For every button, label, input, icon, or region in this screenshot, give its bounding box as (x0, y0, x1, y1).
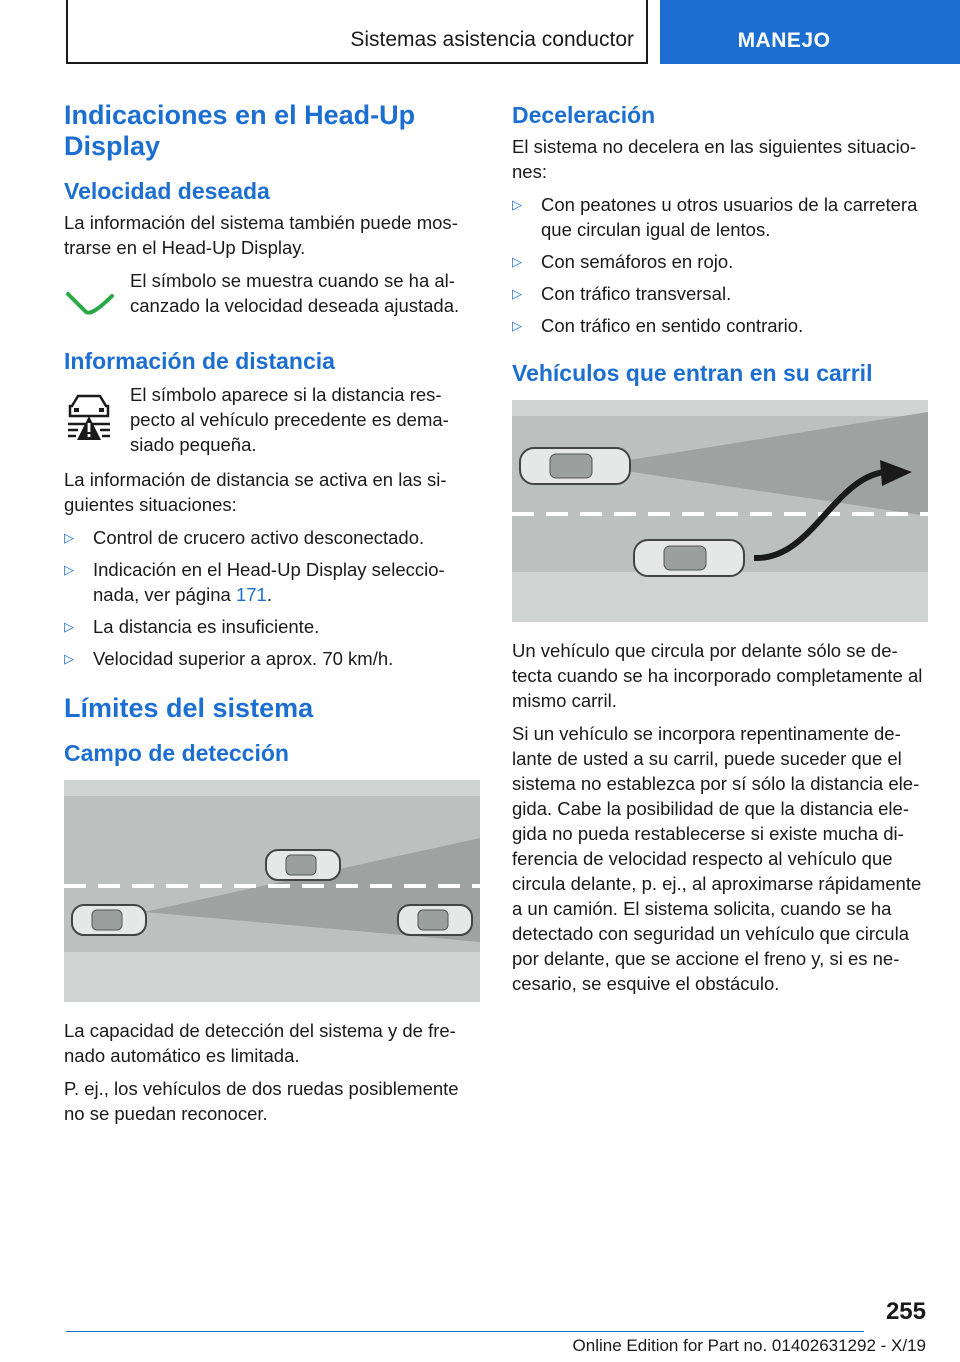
header-chapter-label: MANEJO (737, 29, 831, 52)
bullet-triangle-icon: ▷ (512, 318, 522, 333)
heading-distance-info: Información de distancia (64, 348, 335, 374)
header-section-box (66, 0, 648, 64)
deceleration-list (512, 192, 928, 338)
bullet-triangle-icon: ▷ (512, 197, 522, 212)
page-link-171[interactable]: 171 (235, 584, 267, 605)
list-item: ▷ Con tráfico en sentido contrario. (512, 315, 804, 336)
heading-hud: Indicaciones en el Head-Up Display (64, 100, 416, 161)
bullet-triangle-icon: ▷ (64, 651, 74, 666)
heading-detection-range: Campo de detección (64, 740, 289, 766)
list-item: ▷ Con tráfico transversal. (512, 283, 732, 304)
paragraph-deceleration: El sistema no decelera en las siguientes situaciones: (512, 136, 917, 182)
detection-range-figure (64, 780, 480, 1002)
heading-desired-speed: Velocidad deseada (64, 178, 270, 204)
footer-divider (66, 1331, 864, 1332)
paragraph-detection-2: P. ej., los vehículos de dos ruedas posiblemente no se puedan reconocer. (64, 1078, 459, 1124)
bullet-triangle-icon: ▷ (512, 286, 522, 301)
speed-icon-row (64, 268, 479, 320)
list-item: ▷ Velocidad superior a aprox. 70 km/h. (64, 648, 394, 669)
page-number: 255 (885, 1298, 926, 1325)
footer-edition: Online Edition for Part no. 01402631292 - X/19 (572, 1336, 926, 1355)
car-ahead (520, 448, 630, 484)
heading-deceleration: Deceleración (512, 102, 656, 128)
list-item: ▷ La distancia es insuficiente. (64, 616, 320, 637)
list-item: ▷ Con peatones u otros usuarios de la carretera que circulan igual de lentos. (512, 194, 918, 240)
cut-in-figure (512, 400, 928, 622)
left-column (64, 100, 479, 1134)
speed-icon-text: El símbolo se muestra cuando se ha alcanzado la velocidad deseada ajustada. (130, 270, 460, 316)
speed-reached-icon (64, 276, 116, 320)
car-ahead (266, 850, 340, 880)
ego-car (72, 905, 146, 935)
paragraph-speed: La información del sistema también puede mostrarse en el Head-Up Display. (64, 212, 458, 258)
paragraph-detection-1: La capacidad de detección del sistema y de frenado automático es limitada. (64, 1020, 456, 1066)
bullet-triangle-icon: ▷ (64, 619, 74, 634)
list-item: ▷ Con semáforos en rojo. (512, 251, 734, 272)
heading-cut-in: Vehículos que entran en su carril (512, 360, 873, 386)
distance-icon-row (64, 382, 479, 457)
header-chapter-tab[interactable] (660, 0, 960, 64)
distance-icon-text: El símbolo aparece si la distancia respecto al vehículo precedente es demasiado pequeña. (130, 384, 449, 455)
right-column (512, 100, 928, 1004)
cut-in-car (634, 540, 744, 576)
bullet-triangle-icon: ▷ (512, 254, 522, 269)
distance-warning-icon (64, 390, 114, 442)
bullet-triangle-icon: ▷ (64, 530, 74, 545)
car-far (398, 905, 472, 935)
list-item: ▷ Indicación en el Head-Up Display seleccionada, ver página 171. (64, 559, 445, 605)
header-section-title: Sistemas asistencia conductor (350, 28, 634, 51)
distance-conditions-list (64, 525, 479, 671)
paragraph-cut-in-2: Si un vehículo se incorpora repentinamente delante de usted a su carril, puede suceder que el sistema no establezca por sí sólo la distancia elegida. Cabe la posibilidad de que la distancia elegida no pueda restablecerse si existe mucha diferencia de velocidad respecto al vehículo que circula delante, p. ej., al aproximarse rápidamente a un camión. El sistema solicita, cuando se ha detectado con seguridad un vehículo que circula por delante, que se accione el freno y, si es necesario, se esquive el obstáculo. (512, 723, 922, 994)
paragraph-distance: La información de distancia se activa en las siguientes situaciones: (64, 469, 447, 515)
paragraph-cut-in-1: Un vehículo que circula por delante sólo se detecta cuando se ha incorporado completamente al mismo carril. (512, 640, 923, 711)
bullet-triangle-icon: ▷ (64, 562, 74, 577)
heading-system-limits: Límites del sistema (64, 693, 314, 723)
list-item: ▷ Control de crucero activo desconectado. (64, 527, 425, 548)
